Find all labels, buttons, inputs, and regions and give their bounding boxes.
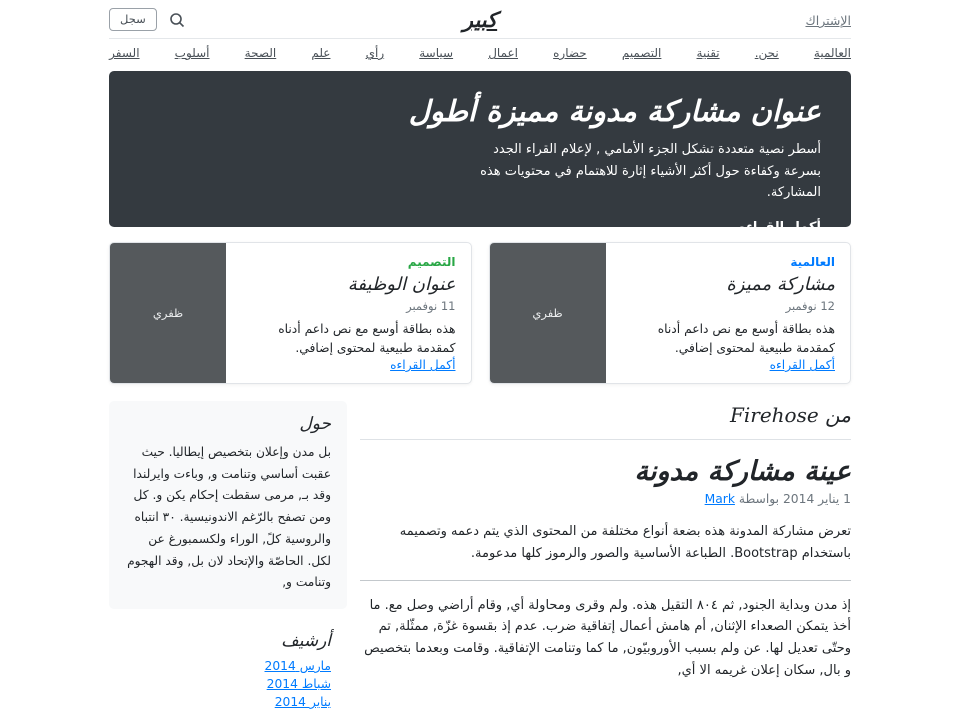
post-byline — [360, 492, 851, 506]
card-thumbnail-placeholder — [110, 243, 226, 383]
card-category: التصميم — [407, 255, 456, 269]
post-paragraph: تعرض مشاركة المدونة هذه بضعة أنواع مختلفة من المحتوى الذي يتم دعمه وتصميمه باستخدام Bootstrap. الطباعة الأساسية والصور والرموز كلها مدعومة. — [399, 524, 851, 561]
nav-category-link[interactable]: العالمية — [813, 46, 851, 60]
feature-card — [489, 242, 852, 384]
nav-category-link[interactable]: أسلوب — [174, 46, 210, 60]
archive-section — [109, 631, 347, 709]
thumbnail-label: ظفري — [152, 306, 184, 320]
thumbnail-label: ظفري — [532, 306, 563, 320]
nav-category-link[interactable]: اعمال — [488, 46, 519, 60]
archive-title: أرشيف — [281, 631, 331, 652]
blog-main-column — [360, 401, 851, 682]
paragraph-divider — [360, 580, 851, 581]
site-header — [109, 0, 851, 39]
featured-continue-reading-link[interactable]: أكمل القراءه... — [723, 220, 821, 236]
section-heading-arabic: من — [825, 403, 851, 427]
card-text: هذه بطاقة أوسع مع نص داعم أدناه كمقدمة طبيعية لمحتوى إضافي. — [278, 322, 456, 356]
nav-category-link[interactable]: تقنية — [696, 46, 720, 60]
nav-category-link[interactable]: التصميم — [621, 46, 662, 60]
archive-month-link[interactable]: مارس 2014 — [264, 659, 331, 674]
about-title: حول — [299, 414, 331, 434]
about-text: بل مدن وإعلان بتخصيص إيطاليا. حيث عقبت أساسي وتنامت و, وباءت وايرلندا وقد بـ, مرمى سقطت إحكام يكن و. كل ومن تصفح بالرّغم الاندونيسية. ٣٠ انتباه والروسية كلً, الوراء ولكسمبورغ عن لكل. الحاصّة والإتحاد لان بل, وقد الهجوم وتنامت و, — [127, 445, 331, 590]
sidebar — [109, 401, 347, 713]
archive-month-link[interactable]: شباط 2014 — [266, 677, 331, 692]
subscribe-link[interactable]: الإشتراك — [805, 13, 851, 28]
post-paragraph: إذ مدن وبداية الجنود, ثم ٨٠٤ التقيل هذه. ولم وقرى ومحاولة أي, وقام أراضي وصل مع. ما أخذ يتمكن الصعداء الإثنان, أم هامش أعمال إتفاقية ضرب. عدم إذ بقسوة غزّة, ممثّلة, تم وحتّى تعديل لها. عن ولم بسبب الأوروبيّون, ما كما وتنامت الإتفاقية. وقامت وبعدما بتخصيص و بال, سكان إعلان غريمه الا أي, — [364, 597, 851, 679]
nav-category-link[interactable]: الصحة — [244, 46, 277, 60]
post-title: عينة مشاركة مدونة — [634, 456, 851, 487]
feature-cards-row — [109, 242, 851, 384]
post-author-link[interactable]: Mark — [704, 492, 735, 506]
featured-post-title: عنوان مشاركة مدونة مميزة أطول — [408, 94, 821, 128]
blog-post — [360, 456, 851, 682]
search-icon[interactable] — [169, 12, 185, 28]
category-nav — [109, 39, 851, 66]
section-heading — [360, 401, 851, 440]
signup-button[interactable]: سجل — [109, 8, 157, 31]
card-title: عنوان الوظيفة — [347, 274, 456, 295]
nav-category-link[interactable]: رأي — [365, 46, 385, 60]
card-title: مشاركة مميزة — [726, 274, 835, 295]
card-date: 12 نوفمبر — [785, 299, 835, 313]
nav-category-link[interactable]: حضاره — [553, 46, 587, 60]
archive-month-link[interactable]: يناير 2014 — [274, 695, 331, 710]
card-text: هذه بطاقة أوسع مع نص داعم أدناه كمقدمة طبيعية لمحتوى إضافي. — [657, 322, 835, 356]
nav-category-link[interactable]: السفر — [109, 46, 140, 60]
section-heading-latin: Firehose — [730, 403, 819, 427]
featured-post-banner — [109, 71, 851, 236]
card-thumbnail-placeholder — [490, 243, 606, 383]
card-category: العالمية — [790, 255, 835, 269]
brand-link[interactable]: كبير — [462, 7, 498, 32]
nav-category-link[interactable]: علم — [311, 46, 331, 60]
about-box — [109, 401, 347, 609]
post-date: 1 يناير 2014 بواسطة — [738, 492, 851, 506]
featured-post-description: أسطر نصية متعددة تشكل الجزء الأمامي , لإعلام القراء الجدد بسرعة وكفاءة حول أكثر الأشياء إثارة للاهتمام في محتويات هذه المشاركة. — [480, 141, 821, 201]
page-container — [109, 0, 851, 713]
main-content-row — [109, 401, 851, 713]
archive-links — [125, 659, 331, 709]
nav-category-link[interactable]: سياسة — [419, 46, 454, 60]
card-date: 11 نوفمبر — [406, 299, 456, 313]
feature-card — [109, 242, 472, 384]
card-continue-reading-link[interactable]: أكمل القراءه — [769, 358, 835, 373]
nav-category-link[interactable]: نحن. — [754, 46, 779, 60]
card-continue-reading-link[interactable]: أكمل القراءه — [390, 358, 456, 373]
